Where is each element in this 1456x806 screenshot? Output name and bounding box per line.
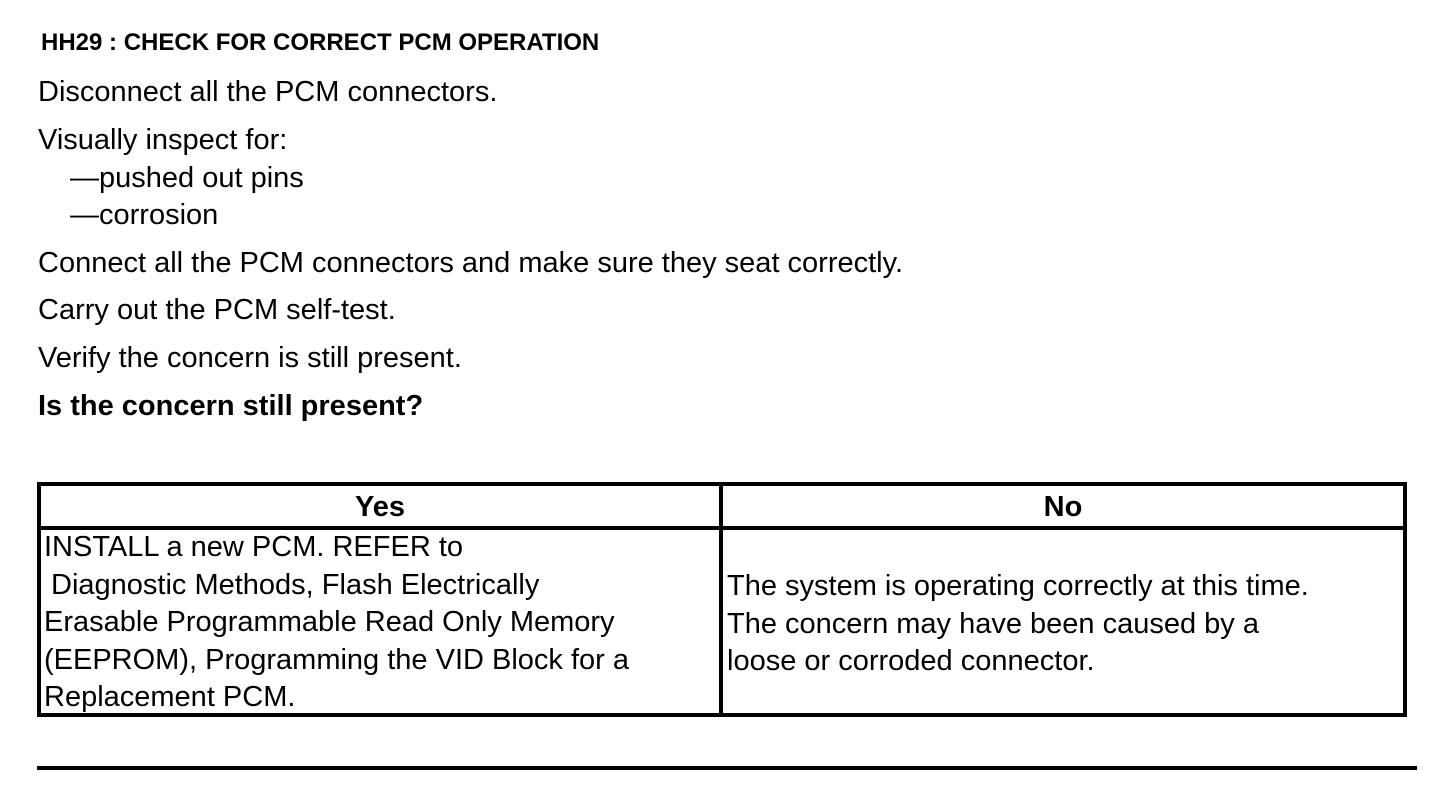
yes-cell bbox=[44, 529, 629, 717]
no-cell bbox=[727, 568, 1309, 681]
yes-line: Diagnostic Methods, Flash Electrically bbox=[51, 568, 540, 601]
step-self-test: Carry out the PCM self-test. bbox=[38, 294, 396, 326]
inspect-item-corrosion: —corrosion bbox=[70, 199, 219, 231]
step-inspect: Visually inspect for: bbox=[38, 124, 288, 156]
no-line: The system is operating correctly at this time. bbox=[727, 570, 1309, 602]
question: Is the concern still present? bbox=[38, 390, 424, 422]
result-table bbox=[37, 482, 1407, 717]
step-connect: Connect all the PCM connectors and make sure they seat correctly. bbox=[38, 247, 904, 279]
yes-line: Erasable Programmable Read Only Memory bbox=[44, 606, 615, 638]
no-line: loose or corroded connector. bbox=[727, 645, 1095, 677]
bottom-rule bbox=[37, 766, 1417, 770]
step-disconnect: Disconnect all the PCM connectors. bbox=[38, 76, 498, 108]
inspect-item-pushed-pins: —pushed out pins bbox=[70, 162, 304, 194]
header-yes: Yes bbox=[355, 491, 405, 523]
yes-line: INSTALL a new PCM. REFER to bbox=[44, 531, 464, 563]
step-verify: Verify the concern is still present. bbox=[38, 342, 462, 374]
section-heading: HH29 : CHECK FOR CORRECT PCM OPERATION bbox=[41, 29, 600, 56]
header-no: No bbox=[1043, 491, 1083, 523]
yes-line: (EEPROM), Programming the VID Block for a bbox=[44, 643, 629, 676]
no-line: The concern may have been caused by a bbox=[727, 607, 1259, 640]
yes-line: Replacement PCM. bbox=[44, 681, 296, 713]
